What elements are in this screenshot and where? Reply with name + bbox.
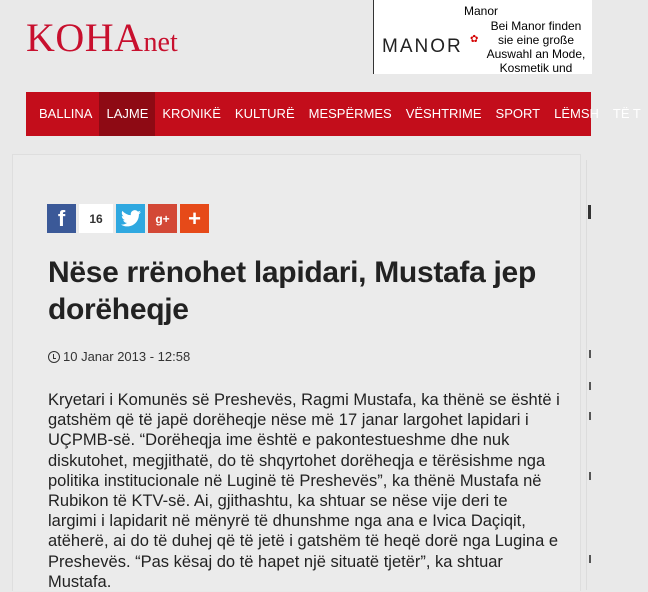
nav-item-lajme[interactable]: LAJME (99, 92, 155, 136)
sidebar-fragment (589, 412, 591, 420)
clock-icon (48, 351, 60, 363)
logo-main: KOHA (26, 15, 144, 60)
google-plus-icon[interactable]: g+ (148, 204, 177, 233)
sidebar-marker (588, 205, 591, 219)
article-date: 10 Janar 2013 - 12:58 (63, 349, 191, 364)
main-navigation (26, 92, 641, 136)
facebook-share-count: 16 (79, 204, 113, 233)
article-meta (48, 349, 190, 364)
sidebar-edge (586, 160, 592, 590)
nav-item-sport[interactable]: SPORT (495, 106, 541, 121)
nav-item-kulture[interactable]: KULTURË (234, 106, 295, 121)
nav-item-veshtrime[interactable]: VËSHTRIME (405, 106, 482, 121)
ad-title: Manor (464, 4, 499, 18)
article-title: Nëse rrënohet lapidari, Mustafa jep dorëheqje (48, 256, 536, 326)
nav-item-lemsh[interactable]: LËMSH (554, 106, 599, 121)
article-body: Kryetari i Komunës së Preshevës, Ragmi Mustafa, ka thënë se është i gatshëm që të japë dorëheqje nëse më 17 janar largohet lapidari i UÇPMB-së. “Dorëheqja ime është e pakontestueshme dhe nuk diskutohet, megjithatë, do të shqyrtohet dorëheqja e tërësishme nga politika institucionale në Luginë të Preshevës”, ka thënë Mustafa në Rubikon të KTV-së. Ai, gjithashtu, ka shtuar se nëse vije deri te largimi i lapidarit në mënyrë të dhunshme nga ana e Ivica Daçiqit, atëherë, ai do të duhej që të jetë i gatshëm të heqë dorë nga Lugina e Preshevës. “Pas kësaj do të hapet një situatë tjetër”, ka shtuar Mustafa. (48, 391, 560, 591)
nav-item-te-tjera[interactable]: TË T (612, 106, 641, 121)
logo-suffix: net (143, 27, 178, 58)
site-logo[interactable] (26, 14, 178, 61)
nav-item-mespermes[interactable]: MESPËRMES (308, 106, 392, 121)
ad-text: Bei Manor finden sie eine große Auswahl an Mode, Kosmetik und (486, 19, 586, 75)
advertisement-banner[interactable] (373, 0, 592, 74)
manor-star-icon: ✿ (470, 34, 479, 45)
ad-brand-logo: MANOR (382, 36, 463, 57)
sidebar-fragment (589, 350, 591, 358)
sidebar-fragment (589, 472, 591, 480)
nav-item-ballina[interactable]: BALLINA (39, 106, 93, 121)
sidebar-fragment (589, 382, 591, 390)
sidebar-fragment (589, 555, 591, 563)
twitter-icon[interactable] (116, 204, 145, 233)
share-bar (47, 204, 212, 233)
nav-item-kronike[interactable]: KRONIKË (162, 106, 221, 121)
add-share-icon[interactable]: + (180, 204, 209, 233)
facebook-icon[interactable]: f (47, 204, 76, 233)
twitter-bird-icon (121, 210, 141, 227)
